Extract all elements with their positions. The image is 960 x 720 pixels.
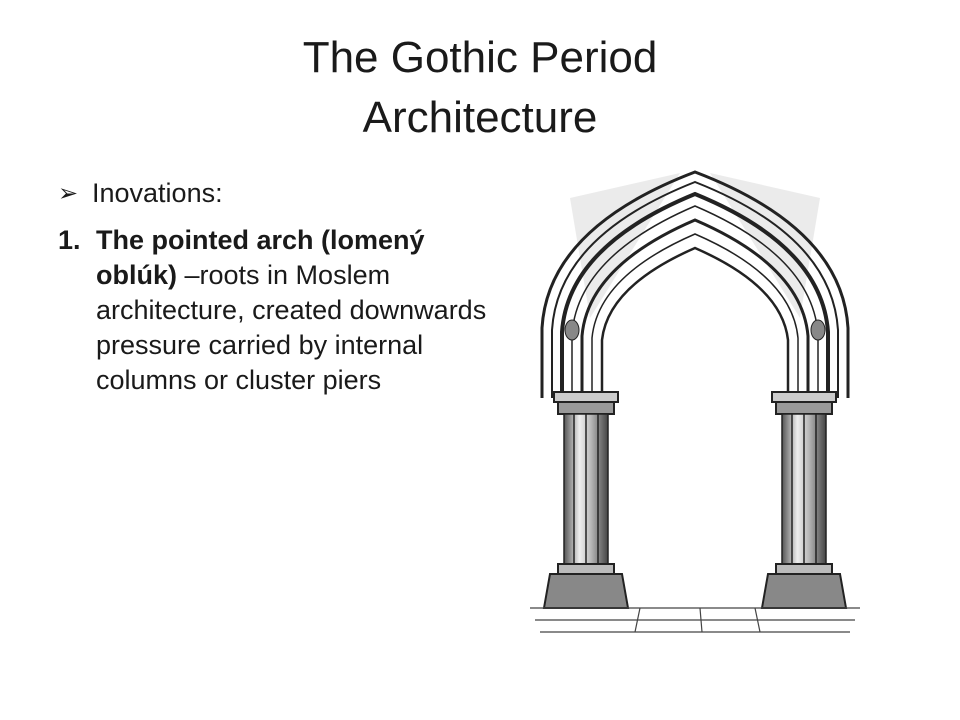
slide-title [60,28,900,148]
item-text [96,223,488,398]
bullet-innovations [58,176,488,211]
item-number: 1. [58,225,81,255]
numbered-item-1 [58,223,488,398]
bullet-text: Inovations: [92,178,223,208]
arrow-bullet-icon: ➢ [58,180,79,207]
pointed-arch-icon [530,168,860,638]
title-line-2: Architecture [362,93,598,142]
item-bold-text: The pointed arch (lomený oblúk) [96,225,425,290]
title-line-1: The Gothic Period [302,33,658,82]
item-rest-text: –roots in Moslem architecture, created downwards pressure carried by internal columns or cluster piers [96,260,487,395]
content-list [58,176,488,398]
